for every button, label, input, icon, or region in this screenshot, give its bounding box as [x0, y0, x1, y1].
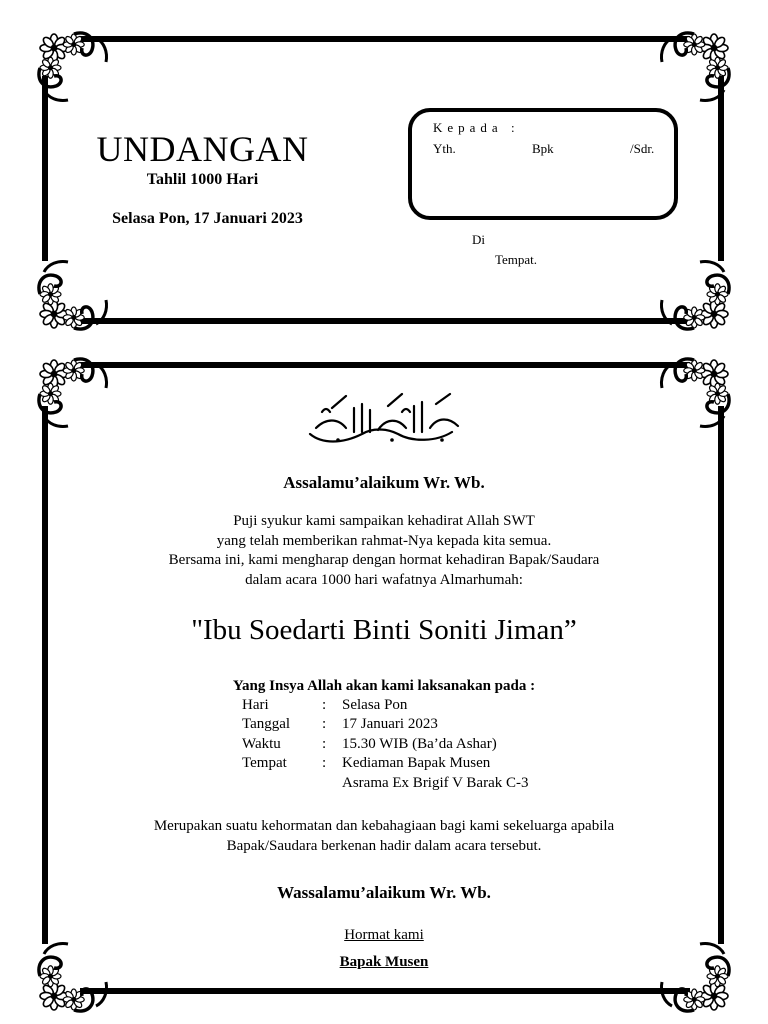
- intro-line: Bersama ini, kami mengharap dengan hormat kehadiran Bapak/Saudara: [168, 552, 600, 568]
- detail-label: Hari: [242, 697, 269, 713]
- address-sdr: /Sdr.: [630, 141, 655, 156]
- detail-colon: :: [322, 755, 327, 771]
- intro-line: dalam acara 1000 hari wafatnya Almarhumah:: [245, 571, 523, 588]
- closing-line: Merupakan suatu kehormatan dan kebahagiaan bagi kami sekeluarga apabila: [153, 818, 615, 834]
- schedule-intro: Yang Insya Allah akan kami laksanakan pada :: [232, 678, 536, 694]
- corner-ornament-icon: [34, 28, 112, 106]
- address-yth: Yth.: [433, 141, 456, 156]
- intro-line: Puji syukur kami sampaikan kehadirat Allah SWT: [233, 513, 535, 529]
- address-di: Di: [472, 232, 485, 247]
- detail-value: 15.30 WIB (Ba’da Ashar): [342, 736, 497, 752]
- deceased-name: "Ibu Soedarti Binti Soniti Jiman”: [191, 614, 577, 646]
- detail-colon: :: [322, 716, 327, 732]
- bismillah-calligraphy-icon: [302, 388, 468, 450]
- farewell: Wassalamu’alaikum Wr. Wb.: [277, 883, 491, 902]
- corner-ornament-icon: [656, 938, 734, 1016]
- corner-ornament-icon: [34, 256, 112, 334]
- address-kepada: Kepada :: [433, 120, 520, 135]
- address-bpk: Bpk: [532, 141, 554, 156]
- corner-ornament-icon: [34, 354, 112, 432]
- corner-ornament-icon: [34, 938, 112, 1016]
- detail-label: Tempat: [242, 755, 287, 771]
- address-tempat: Tempat.: [495, 252, 538, 267]
- intro-line: yang telah memberikan rahmat-Nya kepada kita semua.: [216, 532, 552, 549]
- signature: Bapak Musen: [339, 954, 429, 970]
- detail-value: Asrama Ex Brigif V Barak C-3: [342, 775, 529, 791]
- corner-ornament-icon: [656, 354, 734, 432]
- closing-paragraph: [0, 817, 768, 856]
- detail-colon: :: [322, 697, 327, 713]
- corner-ornament-icon: [656, 28, 734, 106]
- corner-ornament-icon: [656, 256, 734, 334]
- intro-paragraph: [0, 512, 768, 590]
- closing-line: Bapak/Saudara berkenan hadir dalam acara tersebut.: [226, 837, 542, 854]
- detail-value: 17 Januari 2023: [342, 716, 438, 732]
- invitation-date: Selasa Pon, 17 Januari 2023: [112, 210, 303, 227]
- detail-colon: :: [322, 736, 327, 752]
- invitation-subtitle: Tahlil 1000 Hari: [146, 171, 259, 188]
- greeting: Assalamu’alaikum Wr. Wb.: [283, 473, 485, 492]
- invitation-title: UNDANGAN: [96, 129, 309, 169]
- regards: Hormat kami: [344, 927, 424, 943]
- detail-value: Kediaman Bapak Musen: [342, 755, 491, 771]
- detail-label: Tanggal: [242, 716, 291, 732]
- detail-label: Waktu: [242, 736, 281, 752]
- detail-value: Selasa Pon: [342, 697, 408, 713]
